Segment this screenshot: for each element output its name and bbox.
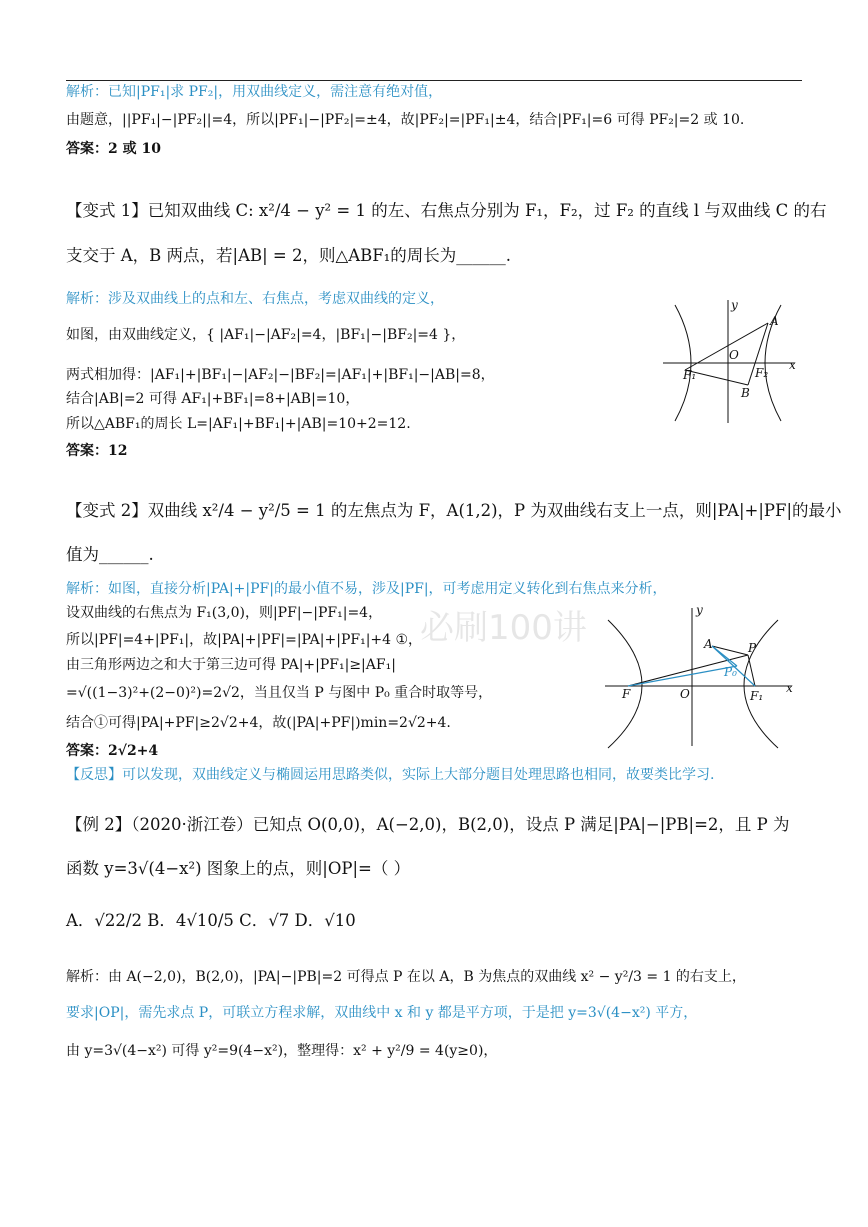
watermark: 必刷100讲 — [420, 608, 587, 648]
label-x: x — [786, 681, 793, 695]
analysis-line: 所以△ABF₁的周长 L=|AF₁|+BF₁|+|AB|=10+2=12. — [66, 416, 411, 432]
label-A: A — [704, 637, 713, 651]
label-x: x — [789, 358, 796, 372]
label-A: A — [770, 314, 779, 328]
analysis-line: 两式相加得：|AF₁|+|BF₁|−|AF₂|−|BF₂|=|AF₁|+|BF₁|−|AB|=8， — [66, 367, 495, 383]
analysis-line: 由三角形两边之和大于第三边可得 PA|+|PF₁|≥|AF₁| — [66, 657, 396, 673]
analysis-line: 解析：涉及双曲线上的点和左、右焦点，考虑双曲线的定义， — [66, 291, 444, 307]
question-line: 【变式 1】已知双曲线 C: x²/4 − y² = 1 的左、右焦点分别为 F₁，F₂，过 F₂ 的直线 l 与双曲线 C 的右 — [66, 201, 827, 220]
label-P: P — [748, 641, 757, 655]
answer-line: 答案：2√2+4 — [66, 743, 159, 759]
options-line: A．√22/2 B．4√10/5 C．√7 D．√10 — [66, 911, 356, 930]
question-line: 【例 2】（2020·浙江卷）已知点 O(0,0)，A(−2,0)，B(2,0)，设点 P 满足|PA|−|PB|=2，且 P 为 — [66, 815, 790, 834]
label-F2: F₂ — [755, 366, 769, 380]
segment-pf1 — [748, 655, 755, 686]
analysis-line: 要求|OP|，需先求点 P，可联立方程求解，双曲线中 x 和 y 都是平方项，于是把 y=3√(4−x²) 平方， — [66, 1005, 698, 1021]
label-F1: F₁ — [683, 368, 697, 382]
analysis-line: 由 y=3√(4−x²) 可得 y²=9(4−x²)，整理得：x² + y²/9 = 4(y≥0)， — [66, 1043, 498, 1059]
label-O: O — [729, 348, 739, 362]
segment-fp0 — [628, 666, 737, 686]
label-F1: F₁ — [750, 689, 764, 703]
question-line: 支交于 A，B 两点，若|AB| = 2，则△ABF₁的周长为______. — [66, 246, 512, 265]
analysis-line: 由题意，||PF₁|−|PF₂||=4，所以|PF₁|−|PF₂|=±4，故|PF₂|=|PF₁|±4，结合|PF₁|=6 可得 PF₂|=2 或 10. — [66, 112, 745, 128]
label-y: y — [731, 298, 738, 312]
label-P0: P₀ — [724, 665, 737, 679]
header-rule — [66, 80, 802, 81]
reflection-line: 【反思】可以发现，双曲线定义与椭圆运用思路类似，实际上大部分题目处理思路也相同，故要类比学习. — [66, 767, 715, 783]
label-B: B — [741, 386, 750, 400]
analysis-line: 解析：如图，直接分析|PA|+|PF|的最小值不易，涉及|PF|，可考虑用定义转化到右焦点来分析， — [66, 581, 667, 597]
hyperbola-figure-1 — [655, 295, 805, 430]
analysis-line: 结合①可得|PA|+PF|≥2√2+4，故(|PA|+PF|)min=2√2+4. — [66, 715, 451, 731]
analysis-line: 如图，由双曲线定义，{ |AF₁|−|AF₂|=4，|BF₁|−|BF₂|=4 }， — [66, 327, 466, 343]
right-branch — [744, 620, 778, 748]
question-line: 函数 y=3√(4−x²) 图象上的点，则|OP|=（ ） — [66, 859, 411, 878]
hyperbola-figure-2 — [600, 600, 800, 750]
question-line: 【变式 2】双曲线 x²/4 − y²/5 = 1 的左焦点为 F，A(1,2)，P 为双曲线右支上一点，则|PA|+|PF|的最小 — [66, 501, 842, 520]
analysis-line: 结合|AB|=2 可得 AF₁|+BF₁|=8+|AB|=10， — [66, 391, 360, 407]
question-line: 值为______. — [66, 545, 154, 564]
label-O: O — [680, 687, 690, 701]
analysis-line: 所以|PF|=4+|PF₁|，故|PA|+|PF|=|PA|+|PF₁|+4 ①， — [66, 632, 423, 648]
label-F: F — [622, 687, 631, 701]
analysis-line: 解析：由 A(−2,0)，B(2,0)，|PA|−|PB|=2 可得点 P 在以 A，B 为焦点的双曲线 x² − y²/3 = 1 的右支上， — [66, 969, 746, 985]
analysis-line: =√((1−3)²+(2−0)²)=2√2，当且仅当 P 与图中 P₀ 重合时取等号， — [66, 685, 493, 701]
answer-line: 答案：2 或 10 — [66, 141, 161, 157]
analysis-line: 解析：已知|PF₁|求 PF₂|，用双曲线定义，需注意有绝对值， — [66, 84, 443, 100]
analysis-line: 设双曲线的右焦点为 F₁(3,0)，则|PF|−|PF₁|=4， — [66, 605, 383, 621]
label-y: y — [696, 603, 703, 617]
answer-line: 答案：12 — [66, 443, 128, 459]
